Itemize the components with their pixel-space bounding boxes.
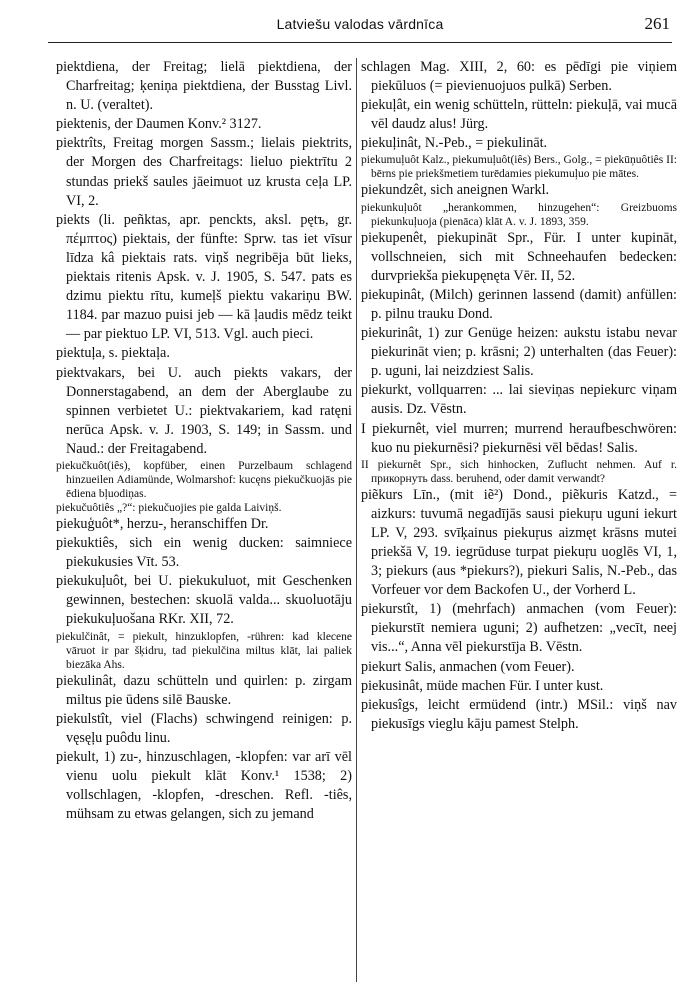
entry-piektula: piektuļa, s. piektaļa. [56, 345, 170, 362]
entry-piekupinat: piekupinât, (Milch) gerinnen lassend (damit) anfüllen: p. pilnu trauku Dond. [361, 286, 677, 322]
entry-piekurs: piẽkurs Līn., (mit iẽ²) Dond., piẽkuris Katzd., = aizkurs: tuvumā negadījās sausi piekuŗu uguni iekurt LP. V, 293. svīķainus piekuŗus aizmęt krāsns mutei priekšā V, 19. iegrūduse turpat piekuŗu uoglēs VI, 1, 3; piekurs (aus *piekurs?), piekuri Salis, N.-Peb., das Vorfeuer vor dem Backofen U., der Vorherd L. [361, 486, 677, 599]
entry-piekurkt: piekurkt, vollquarren: ... lai sieviņas nepiekurc viņam ausis. Dz. Vēstn. [361, 382, 677, 418]
entry-piekulinat: piekulinât, dazu schütteln und quirlen: p. zirgam miltus pie ūdens silē Bauske. [56, 672, 352, 708]
column-divider [356, 58, 357, 982]
entry-piektvakars: piektvakars, bei U. auch piekts vakars, der Donnerstagabend, an dem der Aberglaube zu spinnen verbietet U.: piektvakariem, kad ratęni nerūca Apsk. v. J. 1903, S. 149; in Sassm. und Naud.: der Freitagabend. [56, 364, 352, 457]
entry-piekundzet: piekundzêt, sich aneignen Warkl. [361, 182, 550, 199]
entry-piekult: piekult, 1) zu-, hinzuschlagen, -klopfen: var arī vēl vienu uolu piekult klāt Konv.¹ 1538; 2) vollschlagen, -klopfen, -dreschen. Refl. -tiês, mühsam zu etwas gelangen, sich zu jemand [56, 748, 352, 823]
page-number: 261 [644, 14, 670, 33]
entry-piekukuluot: piekukuļuôt, bei U. piekukuluot, mit Geschenken gewinnen, bestechen: skuolā valda... skuoluotāju piekukuļuošana RKr. XII, 72. [56, 573, 352, 628]
entry-piekulcinat: piekulčinât, = piekult, hinzuklopfen, -rühren: kad klecene vāruot ir par šķidru, tad piekulčina miltus klāt, lai paliek biezāka Ahs. [56, 630, 352, 671]
entry-piekupenet: piekupenêt, piekupināt Spr., Für. I unter kupināt, vollschneien, sich mit Schneehaufen bedecken: durvpriekša piekupęnęta Vēr. II, 52. [361, 229, 677, 284]
entry-piekurinat: piekurinât, 1) zur Genüge heizen: aukstu istabu nevar piekurināt vien; p. krāsni; 2) unterhalten (das Feuer): p. uguni, lai neizdziest Salis. [361, 325, 677, 380]
entry-piekusinat: piekusinât, müde machen Für. I unter kust. [361, 677, 604, 694]
entry-piekulat: piekuļât, ein wenig schütteln, rütteln: piekuļā, vai mucā vēl daudz alus! Jürg. [361, 97, 677, 133]
entry-piekulstit: piekulstît, viel (Flachs) schwingend reinigen: p. vęsęļu puôdu linu. [56, 710, 352, 746]
entry-piekurstit: piekurstît, 1) (mehrfach) anmachen (vom Feuer): piekurstīt nemiera uguni; 2) aufhetzen: „vecīt, neej vis...“, Anna vēl piekurstīja B. Vēstn. [361, 601, 677, 656]
left-column [56, 58, 352, 986]
entry-piekumuluot: piekumuļuôt Kalz., piekumuļuôt(iês) Bers., Golg., = piekūņuôtiês II: bērns pie priekšmetiem turēdamies piekumuļuo pie mātes. [361, 154, 677, 181]
entry-piekulinat-2: piekuļinât, N.-Peb., = piekulināt. [361, 135, 548, 152]
entry-piekurnet-2: II piekurnêt Spr., sich hinhocken, Zuflucht nehmen. Auf r. прикорнуть dass. beruhend, oder damit verwandt? [361, 458, 677, 485]
entry-continuation: schlagen Mag. XIII, 2, 60: es pēdīgi pie viņiem piekūluos (= pievienuojuos pulkā) Serben. [361, 59, 677, 95]
entry-piekurnet-1: I piekurnêt, viel murren; murrend heraufbeschwören: kuo nu piekurnēsi? piekurnēsi vēl bēdas! Salis. [361, 420, 677, 456]
running-title: Latviešu valodas vārdnīca [276, 16, 444, 32]
entry-piektdiena: piektdiena, der Freitag; lielā piektdiena, der Charfreitag; ķeniņa piektdiena, der Busstag Livl. n. U. (veraltet). [56, 59, 352, 114]
entry-piektenis: piektenis, der Daumen Konv.² 3127. [56, 116, 262, 133]
entry-piekuckuot: piekučkuôt(iês), kopfüber, einen Purzelbaum schlagend hinzueilen Adiamünde, Wolmarshof: kucęns piekučkuojās pie ēdiena bļuodiņas. [56, 459, 352, 500]
entry-piekusigs: piekusîgs, leicht ermüdend (intr.) MSil.: viņš nav piekusīgs vieglu kāju pamest Stelph. [361, 696, 677, 732]
entry-piekurt: piekurt Salis, anmachen (vom Feuer). [361, 658, 575, 675]
entry-piekts: piekts (li. peñktas, apr. penckts, aksl. pętъ, gr. πέμπτος) piektais, der fünfte: Sprw. tas iet vīsur līdza kâ piektais rats. viņš negribēja būt lieks, piektais ritenis Apsk. v. J. 1905, S. 547. pats es dzimu piektu rītu, kumeļš piektu vakariņu BW. 1184. par mazuo puisi jeb — kā ļaudis mēdz teikt — par piektuo LP. VI, 513. Vgl. auch pieci. [56, 211, 352, 343]
entry-piekucuoties: piekučuôtiês „?“: piekučuojies pie galda Laiviņš. [56, 501, 282, 514]
entry-piektrits: piektrîts, Freitag morgen Sassm.; lielais piektrits, der Morgen des Charfreitags: lieluo piektrītu 2 stundas priekš saules jāeimuot uz krusta ceļa LP. VI, 2. [56, 135, 352, 209]
entry-piekukties: piekuktiês, sich ein wenig ducken: saimniece piekukusies Vīt. 53. [56, 535, 352, 571]
right-column [361, 58, 677, 986]
entry-piekunkuluot: piekunkuļuôt „herankommen, hinzugehen“: Greizbuoms piekunkuļuoja (pienāca) klāt A. v. J. 1893, 359. [361, 201, 677, 228]
entry-piekuguot: piekuģuôt*, herzu-, heranschiffen Dr. [56, 515, 269, 532]
page-header [48, 14, 672, 43]
